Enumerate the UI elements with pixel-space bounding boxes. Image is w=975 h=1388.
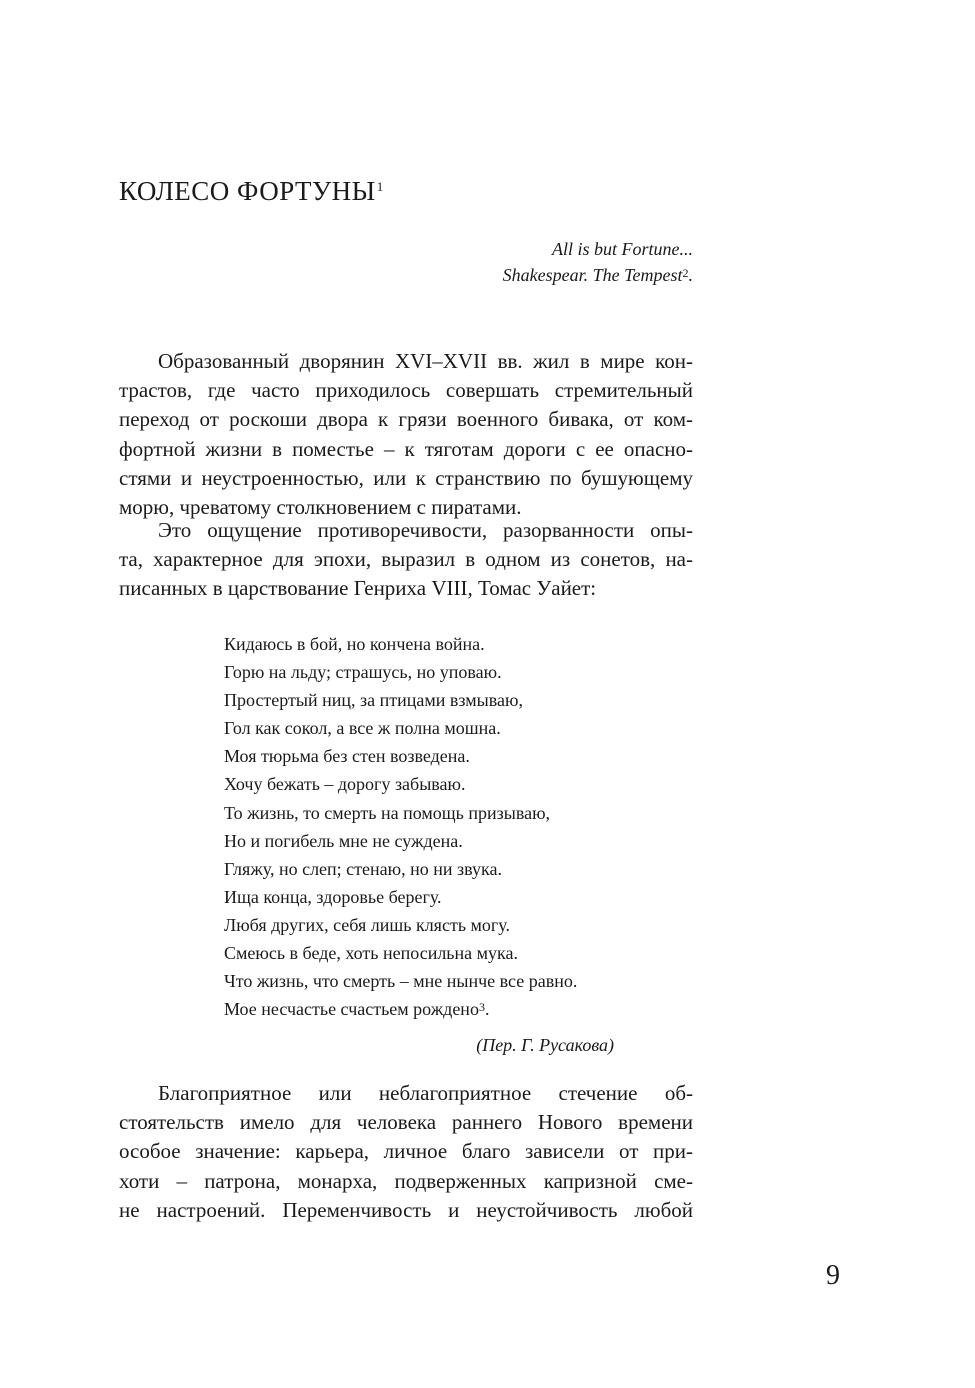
chapter-title bbox=[119, 178, 384, 205]
epigraph-source bbox=[380, 262, 693, 288]
verse-line: Моя тюрьма без стен возведена. bbox=[224, 746, 470, 767]
verse-line: Но и погибель мне не суждена. bbox=[224, 830, 463, 851]
paragraph-2 bbox=[119, 516, 693, 604]
paragraph-line: стями и неустроенностью, или к странствию по бушующему bbox=[119, 465, 693, 490]
paragraph-line: Благоприятное или неблагоприятное стечение об- bbox=[158, 1081, 693, 1105]
verse-line: Простертый ниц, за птицами взмываю, bbox=[224, 690, 523, 711]
verse-line: Кидаюсь в бой, но кончена война. bbox=[224, 634, 485, 654]
verse-line: Горю на льду; страшусь, но уповаю. bbox=[224, 662, 502, 683]
paragraph-line: не настроений. Переменчивость и неустойчивость любой bbox=[119, 1197, 693, 1222]
paragraph-line: писанных в царствование Генриха VIII, Томас Уайет: bbox=[119, 576, 597, 601]
chapter-title-text: КОЛЕСО ФОРТУНЫ bbox=[119, 176, 376, 206]
chapter-title-footnote-ref: 1 bbox=[376, 179, 384, 194]
paragraph-line: фортной жизни в поместье – к тяготам дороги с ее опасно- bbox=[119, 436, 693, 461]
paragraph-line: трастов, где часто приходилось совершать стремительный bbox=[119, 378, 693, 403]
epigraph-source-end: . bbox=[688, 265, 693, 285]
verse-line: Ища конца, здоровье берегу. bbox=[224, 886, 442, 907]
epigraph-footnote-ref: 2 bbox=[682, 266, 689, 280]
paragraph-line: та, характерное для эпохи, выразил в одном из сонетов, на- bbox=[119, 547, 693, 572]
paragraph-line: морю, чреватому столкновением с пиратами. bbox=[119, 494, 522, 519]
verse-line: Смеюсь в беде, хоть непосильна мука. bbox=[224, 943, 518, 964]
paragraph-line: стоятельств имело для человека раннего Нового времени bbox=[119, 1110, 693, 1135]
verse-footnote-ref: 3 bbox=[478, 1000, 485, 1015]
paragraph-line: Это ощущение противоречивости, разорванности опы- bbox=[158, 518, 693, 542]
paragraph-1 bbox=[119, 347, 693, 522]
translator-credit: (Пер. Г. Русакова) bbox=[476, 1035, 614, 1055]
paragraph-3 bbox=[119, 1079, 693, 1225]
verse-line: Что жизнь, что смерть – мне нынче все равно. bbox=[224, 971, 578, 992]
verse-line: Хочу бежать – дорогу забываю. bbox=[224, 774, 466, 795]
epigraph-quote: All is but Fortune... bbox=[552, 239, 693, 259]
verse-line: Любя других, себя лишь клясть могу. bbox=[224, 914, 510, 935]
verse-line: Гол как сокол, а все ж полна мошна. bbox=[224, 718, 501, 739]
epigraph bbox=[380, 236, 693, 288]
paragraph-line: переход от роскоши двора к грязи военного бивака, от ком- bbox=[119, 407, 693, 432]
verse-line: Гляжу, но слеп; стенаю, но ни звука. bbox=[224, 858, 502, 879]
paragraph-line: хоти – патрона, монарха, подверженных капризной сме- bbox=[119, 1168, 693, 1193]
page-number: 9 bbox=[826, 1260, 840, 1291]
verse-last-text: Мое несчастье счастьем рождено bbox=[224, 999, 479, 1020]
verse-line-last bbox=[224, 995, 577, 1023]
verse-last-end: . bbox=[484, 999, 490, 1020]
epigraph-source-text: Shakespear. The Tempest bbox=[502, 265, 683, 285]
sonnet bbox=[224, 630, 577, 1023]
verse-line: То жизнь, то смерть на помощь призываю, bbox=[224, 802, 551, 823]
paragraph-line: особое значение: карьера, личное благо зависели от при- bbox=[119, 1139, 693, 1164]
paragraph-line: Образованный дворянин XVI–XVII вв. жил в мире кон- bbox=[158, 349, 693, 373]
